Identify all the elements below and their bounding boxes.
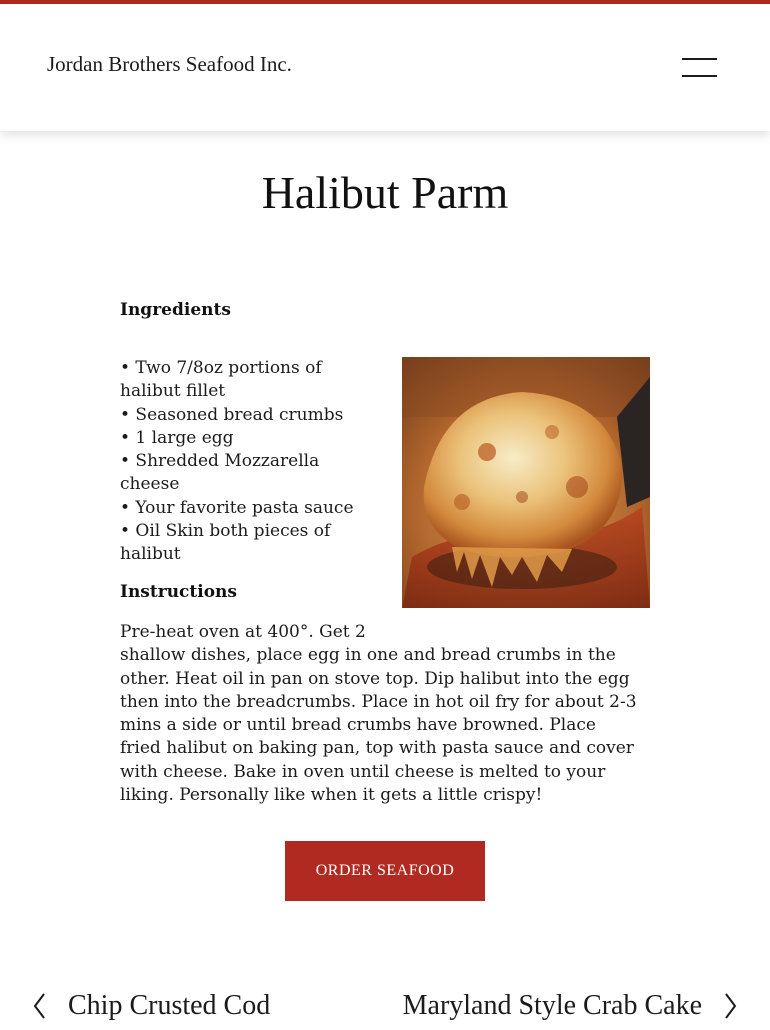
ingredient-item: • Seasoned bread crumbs	[120, 404, 344, 425]
site-title[interactable]: Jordan Brothers Seafood Inc.	[47, 52, 292, 76]
order-seafood-button[interactable]: ORDER SEAFOOD	[285, 841, 485, 901]
ingredient-item: • Shredded Mozzarella cheese	[120, 451, 320, 495]
ingredient-item: • Your favorite pasta sauce	[120, 497, 354, 518]
recipe-photo	[402, 357, 650, 608]
recipe-pager	[0, 990, 770, 1030]
page-title: Halibut Parm	[261, 167, 509, 218]
previous-recipe-link[interactable]	[32, 990, 270, 1022]
ingredients-heading: Ingredients	[120, 300, 231, 320]
instructions-heading: Instructions	[120, 582, 237, 602]
ingredients-list	[120, 357, 370, 567]
ingredient-item: • 1 large egg	[120, 427, 234, 448]
instructions-first-line: Pre-heat oven at 400°. Get 2	[120, 622, 366, 642]
menu-line	[682, 58, 717, 60]
next-recipe-link[interactable]	[403, 990, 738, 1022]
hamburger-menu-icon[interactable]	[682, 55, 717, 79]
next-recipe-label: Maryland Style Crab Cake	[402, 990, 702, 1021]
menu-line	[682, 75, 717, 77]
chevron-left-icon	[32, 992, 46, 1020]
previous-recipe-label: Chip Crusted Cod	[68, 990, 271, 1021]
instructions-text	[120, 621, 640, 807]
ingredient-item: • Oil Skin both pieces of halibut	[120, 521, 331, 565]
ingredient-item: • Two 7/8oz portions of halibut fillet	[120, 358, 322, 402]
site-header	[0, 4, 770, 131]
instructions-body: shallow dishes, place egg in one and bread crumbs in the other. Heat oil in pan on stove top. Dip halibut into the egg then into the breadcrumbs. Place in hot oil fry for about 2-3 mins a side or until bread crumbs have browned. Place fried halibut on baking pan, top with pasta sauce and cover with cheese. Bake in oven until cheese is melted to your liking. Personally like when it gets a little crispy!	[120, 645, 637, 806]
chevron-right-icon	[724, 992, 738, 1020]
